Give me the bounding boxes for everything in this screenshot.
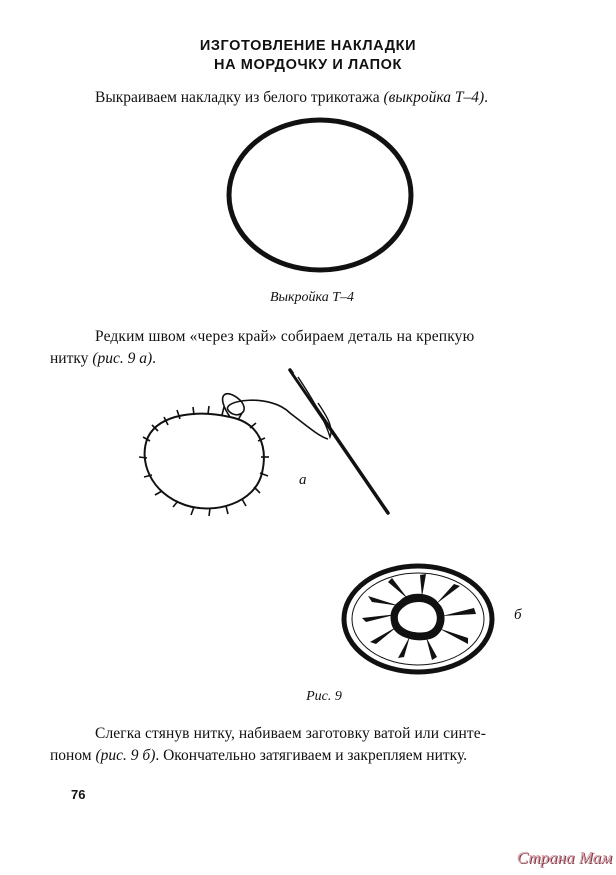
section-title-line-2: НА МОРДОЧКУ И ЛАПОК bbox=[214, 57, 402, 73]
intro-pattern-reference: (выкройка Т–4) bbox=[383, 89, 485, 106]
figure-caption: Рис. 9 bbox=[306, 689, 342, 704]
figure-label-b: б bbox=[514, 607, 522, 623]
step2-text: поном bbox=[50, 747, 96, 764]
intro-end: . bbox=[484, 89, 488, 106]
figure-9a-gathering-stitch bbox=[130, 365, 400, 525]
page-number: 76 bbox=[71, 787, 86, 802]
step2-figure-reference: (рис. 9 б) bbox=[95, 747, 156, 764]
step1-end: . bbox=[152, 350, 157, 367]
figure-label-a: а bbox=[299, 472, 307, 488]
intro-text: Выкраиваем накладку из белого трикотажа bbox=[95, 89, 384, 106]
step2-line-2 bbox=[50, 745, 467, 767]
step2-end: . Окончательно затягиваем и закрепляем нитку. bbox=[155, 747, 468, 764]
step1-text: нитку bbox=[50, 350, 93, 367]
figure-9b-stuffed-piece bbox=[340, 562, 500, 677]
step1-figure-reference: (рис. 9 а) bbox=[92, 350, 153, 367]
pattern-caption: Выкройка Т–4 bbox=[269, 290, 355, 305]
site-watermark: Страна Мам bbox=[516, 848, 612, 867]
section-title-line-1: ИЗГОТОВЛЕНИЕ НАКЛАДКИ bbox=[199, 38, 417, 54]
pattern-t4-oval bbox=[225, 115, 415, 275]
step2-line-1: Слегка стянув нитку, набиваем заготовку ватой или синте- bbox=[95, 725, 486, 742]
intro-paragraph bbox=[95, 87, 488, 109]
step1-line-1: Редким швом «через край» собираем деталь на крепкую bbox=[95, 328, 475, 345]
